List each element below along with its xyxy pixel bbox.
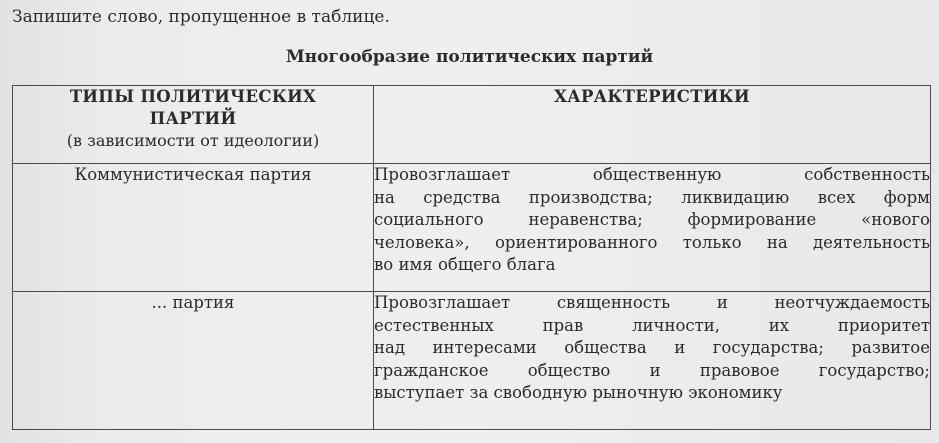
characteristics-line: Провозглашает общественную собственность xyxy=(374,165,930,184)
characteristics-line: человека», ориентированного только на деятельность xyxy=(374,232,930,252)
characteristics-line: Провозглашает священность и неотчуждаемость xyxy=(374,293,930,312)
characteristics-line: гражданское общество и правовое государство; xyxy=(374,360,930,380)
header-party-types-line1: ТИПЫ ПОЛИТИЧЕСКИХ xyxy=(69,87,317,106)
parties-table xyxy=(12,85,931,430)
table-title: Многообразие политических партий xyxy=(285,47,654,67)
characteristics-cell xyxy=(374,164,931,292)
party-type-cell: Коммунистическая партия xyxy=(13,164,374,292)
table-header-row xyxy=(13,86,931,164)
characteristics-line: над интересами общества и государства; развитое xyxy=(374,338,930,357)
table-row xyxy=(13,292,931,430)
table-row xyxy=(13,164,931,292)
characteristics-line: на средства производства; ликвидацию всех форм xyxy=(374,187,930,207)
party-type-cell-missing: ... партия xyxy=(13,292,374,430)
header-party-types-subtitle: (в зависимости от идеологии) xyxy=(66,131,320,150)
characteristics-line: естественных прав личности, их приоритет xyxy=(374,315,930,335)
header-party-types-line2: ПАРТИЙ xyxy=(149,109,237,128)
task-instruction: Запишите слово, пропущенное в таблице. xyxy=(12,7,390,27)
characteristics-line: во имя общего блага xyxy=(374,255,556,274)
characteristics-line: социального неравенства; формирование «нового xyxy=(374,210,930,229)
characteristics-line: выступает за свободную рыночную экономику xyxy=(374,383,783,402)
header-characteristics: ХАРАКТЕРИСТИКИ xyxy=(374,86,931,164)
characteristics-cell xyxy=(374,292,931,430)
header-party-types xyxy=(13,86,374,164)
